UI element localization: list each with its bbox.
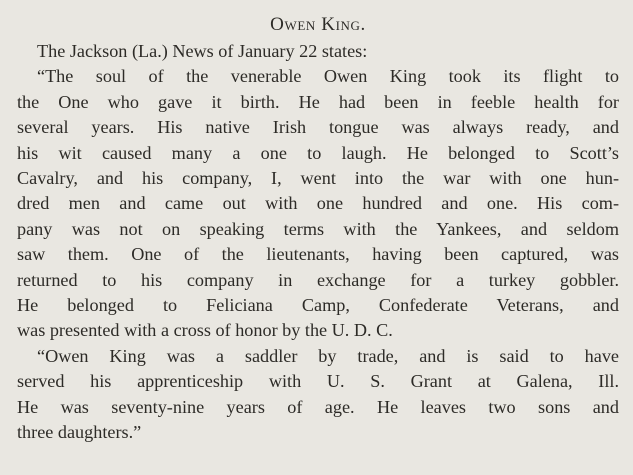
text-line: the One who gave it birth. He had been in feeble health for xyxy=(17,91,619,112)
text-line: three daughters.” xyxy=(17,422,142,443)
text-line: He belonged to Feliciana Camp, Confederate Veterans, and xyxy=(17,295,619,316)
text-line: was presented with a cross of honor by the U. D. C. xyxy=(17,320,393,341)
text-line: “The soul of the venerable Owen King took its flight to xyxy=(37,66,619,87)
text-line: Cavalry, and his company, I, went into the war with one hun- xyxy=(17,168,619,189)
text-line: dred men and came out with one hundred and one. His com- xyxy=(17,193,619,214)
text-line: “Owen King was a saddler by trade, and is said to have xyxy=(37,345,619,366)
text-line: returned to his company in exchange for a turkey gobbler. xyxy=(17,269,619,290)
text-line: pany was not on speaking terms with the Yankees, and seldom xyxy=(17,218,619,239)
article-title: Owen King. xyxy=(270,14,366,35)
text-line: served his apprenticeship with U. S. Grant at Galena, Ill. xyxy=(17,371,619,392)
text-line: He was seventy-nine years of age. He leaves two sons and xyxy=(17,396,619,417)
text-line: his wit caused many a one to laugh. He belonged to Scott’s xyxy=(17,142,619,163)
text-line: saw them. One of the lieutenants, having been captured, was xyxy=(17,244,619,265)
text-line: The Jackson (La.) News of January 22 states: xyxy=(37,41,368,61)
article-body xyxy=(17,39,619,446)
text-line: several years. His native Irish tongue was always ready, and xyxy=(17,117,619,138)
